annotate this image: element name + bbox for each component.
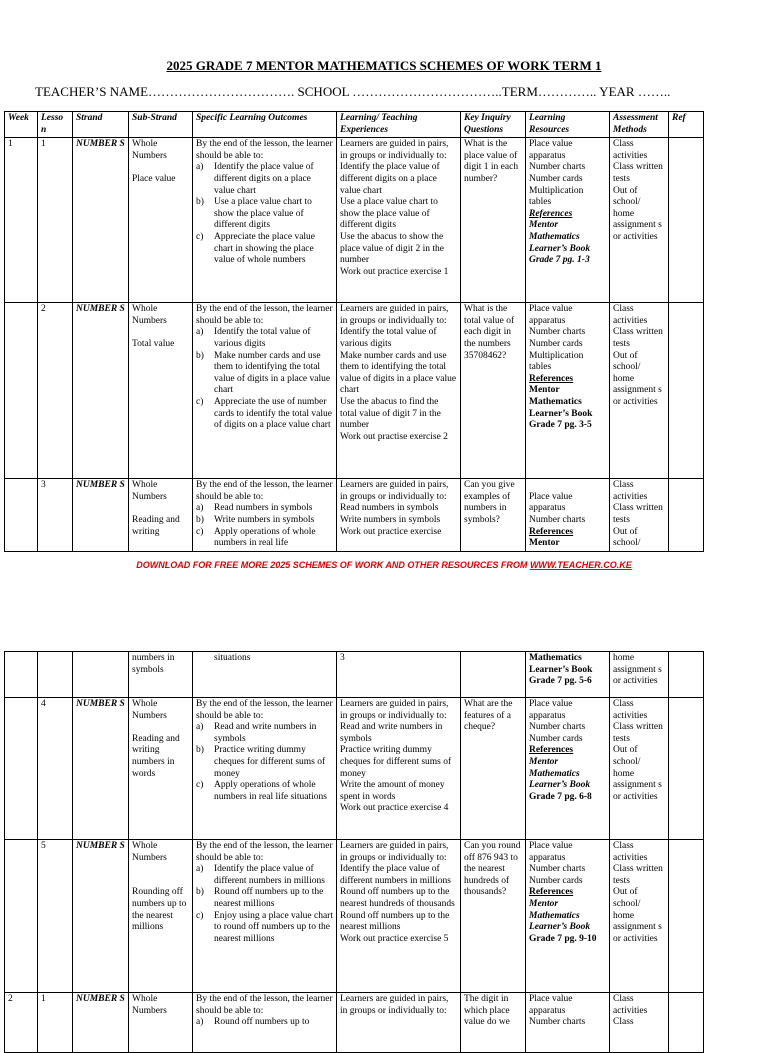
outcome-item: a) Identify the place value of different digits on a place value chart bbox=[196, 162, 314, 196]
question-cell: The digit in which place value do we bbox=[461, 993, 526, 1053]
assessment-cell: Class activities Class bbox=[610, 993, 669, 1053]
sub-strand-cell: Whole Numbers bbox=[129, 993, 193, 1053]
lesson-cell: 1 bbox=[38, 993, 73, 1053]
question-cell: Can you round off 876 943 to the nearest hundreds of thousands? bbox=[461, 840, 526, 993]
experiences-cell: Learners are guided in pairs, in groups or individually to: Read and write numbers in symbols Practice writing dummy cheques for different sums of money Write the amount of money spent in words Work out practice exercise 4 bbox=[337, 698, 461, 840]
sub-strand-cell bbox=[129, 138, 193, 303]
outcome-item: c) Apply operations of whole numbers in real life bbox=[196, 526, 316, 549]
table-row bbox=[5, 303, 704, 479]
outcome-item: b) Write numbers in symbols bbox=[196, 514, 315, 525]
experiences-cell: Learners are guided in pairs, in groups or individually to: Identify the place value of different digits on a place value chart Use a place value chart to show the place value of different digits Use the abacus to show the place value of digit 2 in the number Work out practice exercise 1 bbox=[337, 138, 461, 303]
sub-strand-cell: Whole Numbers Total value bbox=[129, 303, 193, 479]
resources-cell: Place value apparatus Number charts Number cards References Mentor Mathematics Learner’s Book Grade 7 pg. 6-8 bbox=[526, 698, 610, 840]
table-row bbox=[5, 840, 704, 993]
experiences-cell: 3 bbox=[337, 652, 461, 698]
scheme-table-page-1 bbox=[4, 111, 704, 552]
outcome-item: c) Appreciate the place value chart in showing the place value of whole numbers bbox=[196, 231, 316, 266]
header-sub-strand: Sub-Strand bbox=[129, 112, 193, 138]
footer-link[interactable]: WWW.TEACHER.CO.KE bbox=[529, 560, 632, 570]
header-questions: Key Inquiry Questions bbox=[461, 112, 526, 138]
document-title: 2025 GRADE 7 MENTOR MATHEMATICS SCHEMES OF WORK TERM 1 bbox=[166, 58, 602, 73]
week-cell: 1 bbox=[5, 138, 38, 303]
week-cell bbox=[5, 303, 38, 479]
strand-cell: NUMBER S bbox=[73, 840, 129, 993]
experiences-cell: Learners are guided in pairs, in groups or individually to: bbox=[337, 993, 461, 1053]
assessment-cell: Class activities Class written tests Out of school/ home assignment s or activities bbox=[610, 698, 669, 840]
lesson-cell: 1 bbox=[38, 138, 73, 303]
header-week: Week bbox=[5, 112, 38, 138]
resources-cell: Mathematics Learner’s Book Grade 7 pg. 5-6 bbox=[526, 652, 610, 698]
table-row bbox=[5, 993, 704, 1053]
header-assessment: Assessment Methods bbox=[610, 112, 669, 138]
header-strand: Strand bbox=[73, 112, 129, 138]
outcomes-cell: By the end of the lesson, the learner should be able to: a) Read numbers in symbols b) Write numbers in symbols c) Apply operations of whole numbers in real life bbox=[193, 479, 337, 552]
week-cell: 2 bbox=[5, 993, 38, 1053]
outcome-item: a) Read and write numbers in symbols bbox=[196, 722, 317, 744]
lesson-cell bbox=[38, 652, 73, 698]
outcome-item: b) Make number cards and use them to identifying the total value of digits in a place value chart bbox=[196, 350, 331, 396]
table-row bbox=[5, 138, 704, 303]
lesson-cell: 4 bbox=[38, 698, 73, 840]
question-cell: Can you give examples of numbers in symbols? bbox=[461, 479, 526, 552]
outcome-item: a) Read numbers in symbols bbox=[196, 503, 313, 514]
experiences-cell: Learners are guided in pairs, in groups or individually to: Read numbers in symbols Write numbers in symbols Work out practice exercise bbox=[337, 479, 461, 552]
experiences-cell: Learners are guided in pairs, in groups or individually to: Identify the place value of different numbers in millions Round off numbers up to the nearest hundreds of thousands Round off numbers up to the nearest millions Work out practice exercise 5 bbox=[337, 840, 461, 993]
outcome-item: a) Round off numbers up to bbox=[196, 1017, 310, 1028]
resources-cell: Place value apparatus Number charts Number cards Multiplication tables References Mentor Mathematics Learner’s Book Grade 7 pg. 3-5 bbox=[526, 303, 610, 479]
assessment-cell: Class activities Class written tests Out of school/ bbox=[610, 479, 669, 552]
sub-strand-cell: numbers in symbols bbox=[129, 652, 193, 698]
table-row bbox=[5, 479, 704, 552]
footer-text: DOWNLOAD FOR FREE MORE 2025 SCHEMES OF WORK AND OTHER RESOURCES FROM bbox=[136, 560, 528, 570]
assessment-cell: Class activities Class written tests Out of school/ home assignment s or activities bbox=[610, 138, 669, 303]
question-cell: What is the place value of digit 1 in each number? bbox=[461, 138, 526, 303]
resources-cell: Place value apparatus Number charts Number cards Multiplication tables References Mentor Mathematics Learner’s Book Grade 7 pg. 1-3 bbox=[526, 138, 610, 303]
sub-strand-main: Whole Numbers bbox=[132, 139, 167, 161]
ref-cell bbox=[669, 993, 704, 1053]
outcome-item: c) Enjoy using a place value chart to round off numbers up to the nearest millions bbox=[196, 910, 333, 944]
experiences-cell: Learners are guided in pairs, in groups or individually to: Identify the total value of various digits Make number cards and use them to identifying the total value of digits in a place value chart Use the abacus to find the total value of digit 7 in the number Work out practise exercise 2 bbox=[337, 303, 461, 479]
sub-strand-detail: Place value bbox=[132, 173, 176, 184]
outcome-item: b) Use a place value chart to show the place value of different digits bbox=[196, 197, 312, 231]
outcomes-cell: By the end of the lesson, the learner should be able to: a) Read and write numbers in symbols b) Practice writing dummy cheques for different sums of money c) Apply operations of whole numbers in real life situations bbox=[193, 698, 337, 840]
header-experiences: Learning/ Teaching Experiences bbox=[337, 112, 461, 138]
question-cell: What are the features of a cheque? bbox=[461, 698, 526, 840]
outcome-item: a) Identify the place value of different numbers in millions bbox=[196, 864, 325, 886]
strand-cell: NUMBER S bbox=[73, 993, 129, 1053]
outcome-item: b) Round off numbers up to the nearest millions bbox=[196, 887, 324, 909]
assessment-cell: home assignment s or activities bbox=[610, 652, 669, 698]
lesson-cell: 2 bbox=[38, 303, 73, 479]
strand-cell: NUMBER S bbox=[73, 303, 129, 479]
week-cell bbox=[5, 479, 38, 552]
lesson-cell: 5 bbox=[38, 840, 73, 993]
week-cell bbox=[5, 652, 38, 698]
lesson-cell: 3 bbox=[38, 479, 73, 552]
outcomes-cell bbox=[193, 138, 337, 303]
strand-cell: NUMBER S bbox=[73, 698, 129, 840]
question-cell bbox=[461, 652, 526, 698]
outcome-item: b) Practice writing dummy cheques for different sums of money bbox=[196, 745, 326, 779]
assessment-cell: Class activities Class written tests Out of school/ home assignment s or activities bbox=[610, 303, 669, 479]
assessment-cell: Class activities Class written tests Out of school/ home assignment s or activities bbox=[610, 840, 669, 993]
header-outcomes: Specific Learning Outcomes bbox=[193, 112, 337, 138]
outcomes-cell: By the end of the lesson, the learner should be able to: a) Round off numbers up to bbox=[193, 993, 337, 1053]
resources-cell: Place value apparatus Number charts Number cards References Mentor Mathematics Learner’s Book Grade 7 pg. 9-10 bbox=[526, 840, 610, 993]
header-resources: Learning Resources bbox=[526, 112, 610, 138]
ref-cell bbox=[669, 479, 704, 552]
outcome-item: c) Apply operations of whole numbers in real life situations bbox=[196, 780, 327, 802]
sub-strand-cell: Whole Numbers Reading and writing numbers in words bbox=[129, 698, 193, 840]
strand-cell: NUMBER S bbox=[73, 479, 129, 552]
download-footer bbox=[0, 560, 768, 570]
table-header-row bbox=[5, 112, 704, 138]
header-ref: Ref bbox=[669, 112, 704, 138]
ref-cell bbox=[669, 138, 704, 303]
teacher-info-line: TEACHER’S NAME……………………………. SCHOOL ……………………………..TERM………….. YEAR …….. bbox=[35, 84, 671, 99]
week-cell bbox=[5, 840, 38, 993]
week-cell bbox=[5, 698, 38, 840]
ref-cell bbox=[669, 698, 704, 840]
outcomes-cell: By the end of the lesson, the learner should be able to: a) Identify the total value of various digits b) Make number cards and use them to identifying the total value of digits in a place value chart c) Appreciate the use of number cards to identify the total value of digits on a place value chart bbox=[193, 303, 337, 479]
resources-cell: Place value apparatus Number charts bbox=[526, 993, 610, 1053]
question-cell: What is the total value of each digit in the numbers 35708462? bbox=[461, 303, 526, 479]
ref-cell bbox=[669, 840, 704, 993]
outcome-item: a) Identify the total value of various digits bbox=[196, 327, 311, 349]
outcomes-cell: By the end of the lesson, the learner should be able to: a) Identify the place value of different numbers in millions b) Round off numbers up to the nearest millions c) Enjoy using a place value chart to round off numbers up to the nearest millions bbox=[193, 840, 337, 993]
table-row bbox=[5, 698, 704, 840]
sub-strand-cell: Whole Numbers Rounding off numbers up to the nearest millions bbox=[129, 840, 193, 993]
strand-cell: NUMBER S bbox=[73, 138, 129, 303]
strand-cell bbox=[73, 652, 129, 698]
outcome-intro: By the end of the lesson, the learner should be able to: bbox=[196, 139, 333, 161]
ref-cell bbox=[669, 303, 704, 479]
ref-cell bbox=[669, 652, 704, 698]
scheme-table-page-2 bbox=[4, 651, 704, 1053]
header-lesson: Lesso n bbox=[38, 112, 73, 138]
outcome-item: c) Appreciate the use of number cards to identify the total value of digits on a place value chart bbox=[196, 396, 332, 431]
table-row-continued bbox=[5, 652, 704, 698]
outcomes-cell: situations bbox=[193, 652, 337, 698]
resources-cell: Place value apparatus Number charts References Mentor bbox=[526, 479, 610, 552]
sub-strand-cell: Whole Numbers Reading and writing bbox=[129, 479, 193, 552]
